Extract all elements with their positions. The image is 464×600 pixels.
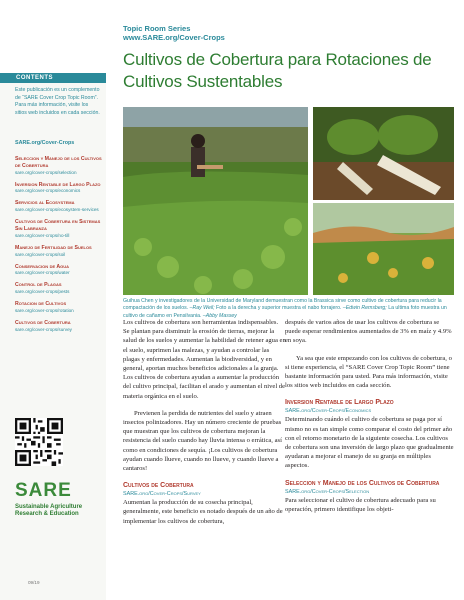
toc-item-soil[interactable] [15,245,103,258]
toc-item-water[interactable] [15,264,103,277]
toc-item-pests[interactable] [15,282,103,295]
photo-field-researcher [123,107,308,295]
sidebar-main-link[interactable]: SARE.org/Cover-Crops [15,140,75,146]
toc-url[interactable]: sare.org/cover-crops/rotation [15,307,74,313]
section-body: Para seleccionar el cultivo de cobertura adecuado para su operación, primero identifique los objeti- [285,496,436,513]
section-body: Aumentan la producción de su cosecha principal, generalmente, este beneficio es notado después de un año de implementar los cultivos de cobertura, [123,499,283,525]
body-paragraph: Previenen la perdida de nutrientes del suelo y atraen insectos polinizadores. Hay un número creciente de pruebas que muestran que los cultivos de cobertura mejoran la resistencia del suelo cuando hay lluvia intensa o errática, así como en condiciones de sequía. ¡Los cultivos de cobertura ayudan cuando llueve, cuando no llueve, y cuando llueve a cantaros! [123,409,282,473]
body-paragraph: después de varios años de usar los cultivos de cobertura se puede esperar rendimientos aumentados de 3% en maíz y 4.9% en soya. [285,319,452,345]
sidebar-intro: Este publicación es un complemento de “SARE Cover Crop Topic Room”. Para más información, visite los sitios web incluidos en cada sección. [15,87,100,116]
sare-logo[interactable] [15,481,99,519]
toc-title: Conservacion de Agua [15,263,70,270]
toc-url[interactable]: sare.org/cover-crops/pests [15,289,70,295]
photo-caption [123,298,455,320]
toc-title: Seleccion y Manejo de los Cultivos de Cobertura [15,156,102,169]
caption-text: La ultima foto muestra un cultivo de cañamo en Pensilvania. – [123,305,447,319]
section-heading: Inversion Rentable de Largo Plazo [285,399,394,407]
toc-url[interactable]: sare.org/cover-crops/no-till [15,232,70,238]
logo-word: SARE [15,480,72,501]
toc-item-ecosystem[interactable] [15,200,103,213]
caption-credit: Ray Weil; [192,305,215,312]
body-paragraph: Ya sea que este empezando con los cultivos de cobertura, o si tiene experiencia, el “SARE Cover Crop Topic Room” tiene bastante información para usted. Para más información, visite los sitios web incluidos en cada sección. [285,354,452,390]
toc-item-no-till[interactable] [15,219,103,239]
series-url[interactable]: www.SARE.org/Cover-Crops [123,33,225,42]
toc-title: Cultivos de Cobertura [15,319,71,326]
section-link[interactable]: SARE.org/Cover-Crops/Selection [285,488,370,495]
toc-title: Manejo de Fertilidad de Suelos [15,244,92,251]
toc-item-rotation[interactable] [15,301,103,314]
header-band [0,0,464,40]
toc-title: Inversion Rentable de Largo Plazo [15,181,101,188]
series-name: Topic Room Series [123,24,191,33]
toc-title: Servicios al Ecosystema [15,200,75,207]
section-heading: Seleccion y Manejo de los Cultivos de Cobertura [285,479,440,487]
body-column-right [285,318,455,522]
photo-hemp-field [313,203,454,295]
publication-date: 09/19 [28,580,40,585]
caption-text: Guihua Chen y investigadores de la Universidad de Maryland demuestran como la Brassica sirve como cultivo de cobertura para reducir la compactación de los suelos. – [123,298,442,312]
section-body: Determinando cuándo el cultivo de cobertura se paga por sí mismo no es tan simple como comparar el costo del primer año con el retorno monetario de la siguiente cosecha. Los cultivos de cobertura son una inversión de largo plazo que gradualmente ayudaran a mejorar el manejo de su granja en múltiples aspectos. [285,416,454,470]
section-heading: Cultivos de Cobertura [123,482,194,490]
series-header [123,24,225,42]
toc-url[interactable]: sare.org/cover-crops/economics [15,188,81,194]
toc-title: Control de Plagas [15,282,62,289]
toc-item-selection[interactable] [15,156,103,176]
toc-item-survey[interactable] [15,320,103,333]
toc-item-economics[interactable] [15,182,103,195]
toc-url[interactable]: sare.org/cover-crops/water [15,270,70,276]
body-column-left [123,318,286,534]
caption-credit: Edwin Remsberg; [345,305,387,312]
contents-label: CONTENTS [0,73,106,83]
toc-url[interactable]: sare.org/cover-crops/soil [15,251,66,257]
logo-subtitle: Sustainable Agriculture Research & Education [15,504,83,518]
body-paragraph: Los cultivos de cobertura son herramientas indispensables. Se plantan para disminuir la erosión de tierras, mejorar la salud de los suelos y aumentar la habilidad de retener agua en el suelo, suprimen las malezas, y ayudan a controlar las plagas y enfermedades. Aumentan la biodiversidad, y en general, aportan muchos beneficios adicionales a la granja. Los cultivos de cobertura ayudan a aumentar la producción del cultivo principal, facilitan el arado y aumentan el nivel de materia orgánica en el suelo. [123,319,286,400]
table-of-contents [15,156,103,339]
caption-credit: Abby Massey [205,312,237,319]
toc-title: Rotacion de Cultivos [15,301,67,308]
qr-code-icon[interactable] [15,418,63,466]
page-title: Cultivos de Cobertura para Rotaciones de Cultivos Sustentables [123,50,432,91]
toc-url[interactable]: sare.org/cover-crops/selection [15,169,77,175]
toc-url[interactable]: sare.org/cover-crops/survey [15,326,72,332]
toc-url[interactable]: sare.org/cover-crops/ecosystem-services [15,207,99,213]
section-link[interactable]: SARE.org/Cover-Crops/Survey [123,491,201,498]
photo-forage-radish [313,107,454,200]
section-link[interactable]: SARE.org/Cover-Crops/Economics [285,408,372,415]
toc-title: Cultivos de Cobertura en Sistemas Sin Labranza [15,219,101,232]
caption-text: Foto a la derecha y superior muestra el nabo forrajero. – [214,305,346,312]
